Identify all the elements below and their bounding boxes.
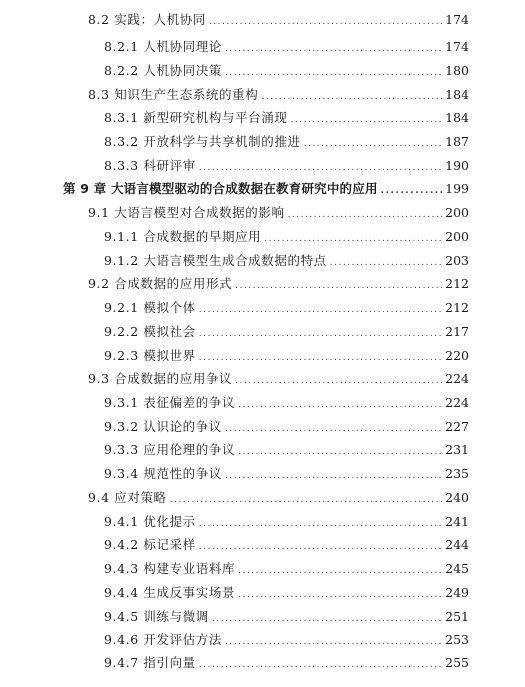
toc-entry-8-3 xyxy=(88,85,469,105)
toc-entry-8-3-1 xyxy=(104,108,469,128)
toc-entry-9-4 xyxy=(88,488,469,508)
toc-entry-page: 174 xyxy=(445,12,469,27)
toc-entry-9-4-7 xyxy=(104,653,469,673)
toc-entry-page: 224 xyxy=(445,395,469,410)
toc-entry-label: 8.3 知识生产生态系统的重构 xyxy=(88,87,259,102)
toc-entry-label: 9.4 应对策略 xyxy=(88,490,167,505)
toc-entry-page: 217 xyxy=(445,324,469,339)
toc-entry-page: 245 xyxy=(445,561,469,576)
toc-entry-label: 9.3.4 规范性的争议 xyxy=(104,466,222,481)
toc-entry-8-3-3 xyxy=(104,156,469,176)
toc-entry-8-2-1 xyxy=(104,37,469,57)
dot-leader xyxy=(199,348,442,368)
dot-leader xyxy=(199,158,442,178)
toc-entry-label: 9.4.7 指引向量 xyxy=(104,655,196,670)
toc-entry-9-4-3 xyxy=(104,559,469,579)
toc-entry-9-3-1 xyxy=(104,393,469,413)
toc-entry-9-4-1 xyxy=(104,512,469,532)
toc-entry-page: 203 xyxy=(445,253,469,268)
toc-entry-9-1-1 xyxy=(104,227,469,247)
toc-entry-page: 227 xyxy=(445,419,469,434)
toc-entry-label: 9.4.1 优化提示 xyxy=(104,514,196,529)
toc-entry-page: 231 xyxy=(445,442,469,457)
toc-entry-9-3-3 xyxy=(104,440,469,460)
dot-leader xyxy=(212,609,442,629)
dot-leader xyxy=(235,276,442,296)
toc-entry-label: 8.2 实践：人机协同 xyxy=(88,12,206,27)
toc-entry-label: 8.3.2 开放科学与共享机制的推进 xyxy=(104,134,301,149)
toc-entry-page: 240 xyxy=(445,490,469,505)
toc-entry-8-2 xyxy=(88,10,469,30)
toc-entry-label: 9.1 大语言模型对合成数据的影响 xyxy=(88,205,285,220)
toc-entry-page: 244 xyxy=(445,537,469,552)
toc-entry-label: 9.2.1 模拟个体 xyxy=(104,300,196,315)
toc-entry-page: 253 xyxy=(445,632,469,647)
toc-entry-9-3 xyxy=(88,369,469,389)
toc-entry-label: 9.2 合成数据的应用形式 xyxy=(88,276,233,291)
toc-entry-label: 9.3.3 应用伦理的争议 xyxy=(104,442,236,457)
toc-entry-label: 8.2.1 人机协同理论 xyxy=(104,39,222,54)
toc-entry-label: 9.2.2 模拟社会 xyxy=(104,324,196,339)
toc-entry-page: 224 xyxy=(445,371,469,386)
dot-leader xyxy=(238,395,442,415)
toc-entry-chapter-9 xyxy=(63,179,469,199)
toc-entry-9-2 xyxy=(88,274,469,294)
toc-entry-page: 220 xyxy=(445,348,469,363)
toc-entry-page: 235 xyxy=(445,466,469,481)
toc-entry-9-1-2 xyxy=(104,251,469,271)
toc-entry-label: 9.3.2 认识论的争议 xyxy=(104,419,222,434)
toc-entry-8-3-2 xyxy=(104,132,469,152)
toc-entry-label: 8.3.3 科研评审 xyxy=(104,158,196,173)
toc-entry-page: 184 xyxy=(445,87,469,102)
toc-entry-page: 190 xyxy=(445,158,469,173)
dot-leader xyxy=(225,419,442,439)
toc-entry-9-3-4 xyxy=(104,464,469,484)
toc-entry-page: 249 xyxy=(445,585,469,600)
toc-entry-page: 187 xyxy=(445,134,469,149)
dot-leader xyxy=(381,181,442,201)
dot-leader xyxy=(170,490,442,510)
dot-leader xyxy=(199,324,442,344)
toc-entry-page: 200 xyxy=(445,229,469,244)
toc-entry-label: 9.4.4 生成反事实场景 xyxy=(104,585,236,600)
toc-entry-label: 8.3.1 新型研究机构与平台涌现 xyxy=(104,110,288,125)
toc-entry-9-2-3 xyxy=(104,346,469,366)
toc-entry-9-2-1 xyxy=(104,298,469,318)
toc-entry-page: 251 xyxy=(445,609,469,624)
dot-leader xyxy=(235,371,442,391)
toc-entry-label: 9.3.1 表征偏差的争议 xyxy=(104,395,236,410)
dot-leader xyxy=(225,39,442,59)
toc-entry-label: 9.2.3 模拟世界 xyxy=(104,348,196,363)
toc-entry-page: 212 xyxy=(445,276,469,291)
dot-leader xyxy=(288,205,443,225)
toc-entry-9-4-2 xyxy=(104,535,469,555)
toc-entry-label: 9.4.6 开发评估方法 xyxy=(104,632,222,647)
toc-entry-page: 180 xyxy=(445,63,469,78)
dot-leader xyxy=(290,110,442,130)
dot-leader xyxy=(209,12,442,32)
toc-entry-page: 200 xyxy=(445,205,469,220)
dot-leader xyxy=(330,253,442,273)
dot-leader xyxy=(199,655,442,675)
toc-entry-8-2-2 xyxy=(104,61,469,81)
toc-entry-page: 212 xyxy=(445,300,469,315)
toc-entry-label: 9.4.5 训练与微调 xyxy=(104,609,209,624)
dot-leader xyxy=(199,300,442,320)
toc-entry-page: 199 xyxy=(445,181,469,196)
toc-entry-9-4-5 xyxy=(104,607,469,627)
toc-entry-label: 9.3 合成数据的应用争议 xyxy=(88,371,233,386)
toc-entry-9-2-2 xyxy=(104,322,469,342)
toc-entry-9-1 xyxy=(88,203,469,223)
toc-entry-page: 174 xyxy=(445,39,469,54)
toc-entry-9-4-4 xyxy=(104,583,469,603)
toc-entry-label: 9.1.2 大语言模型生成合成数据的特点 xyxy=(104,253,327,268)
dot-leader xyxy=(225,632,442,652)
toc-entry-label: 9.4.2 标记采样 xyxy=(104,537,196,552)
dot-leader xyxy=(238,585,442,605)
toc-entry-label: 9.4.3 构建专业语料库 xyxy=(104,561,236,576)
dot-leader xyxy=(304,134,443,154)
toc-entry-page: 184 xyxy=(445,110,469,125)
dot-leader xyxy=(225,63,442,83)
toc-entry-page: 255 xyxy=(445,655,469,670)
dot-leader xyxy=(261,87,442,107)
dot-leader xyxy=(225,466,442,486)
toc-entry-label: 8.2.2 人机协同决策 xyxy=(104,63,222,78)
toc-entry-label: 第 9 章 大语言模型驱动的合成数据在教育研究中的应用 xyxy=(63,181,378,196)
dot-leader xyxy=(199,537,442,557)
toc-entry-page: 241 xyxy=(445,514,469,529)
dot-leader xyxy=(199,514,442,534)
dot-leader xyxy=(238,442,442,462)
dot-leader xyxy=(238,561,442,581)
toc-entry-9-3-2 xyxy=(104,417,469,437)
toc-entry-label: 9.1.1 合成数据的早期应用 xyxy=(104,229,262,244)
toc-entry-9-4-6 xyxy=(104,630,469,650)
dot-leader xyxy=(264,229,442,249)
